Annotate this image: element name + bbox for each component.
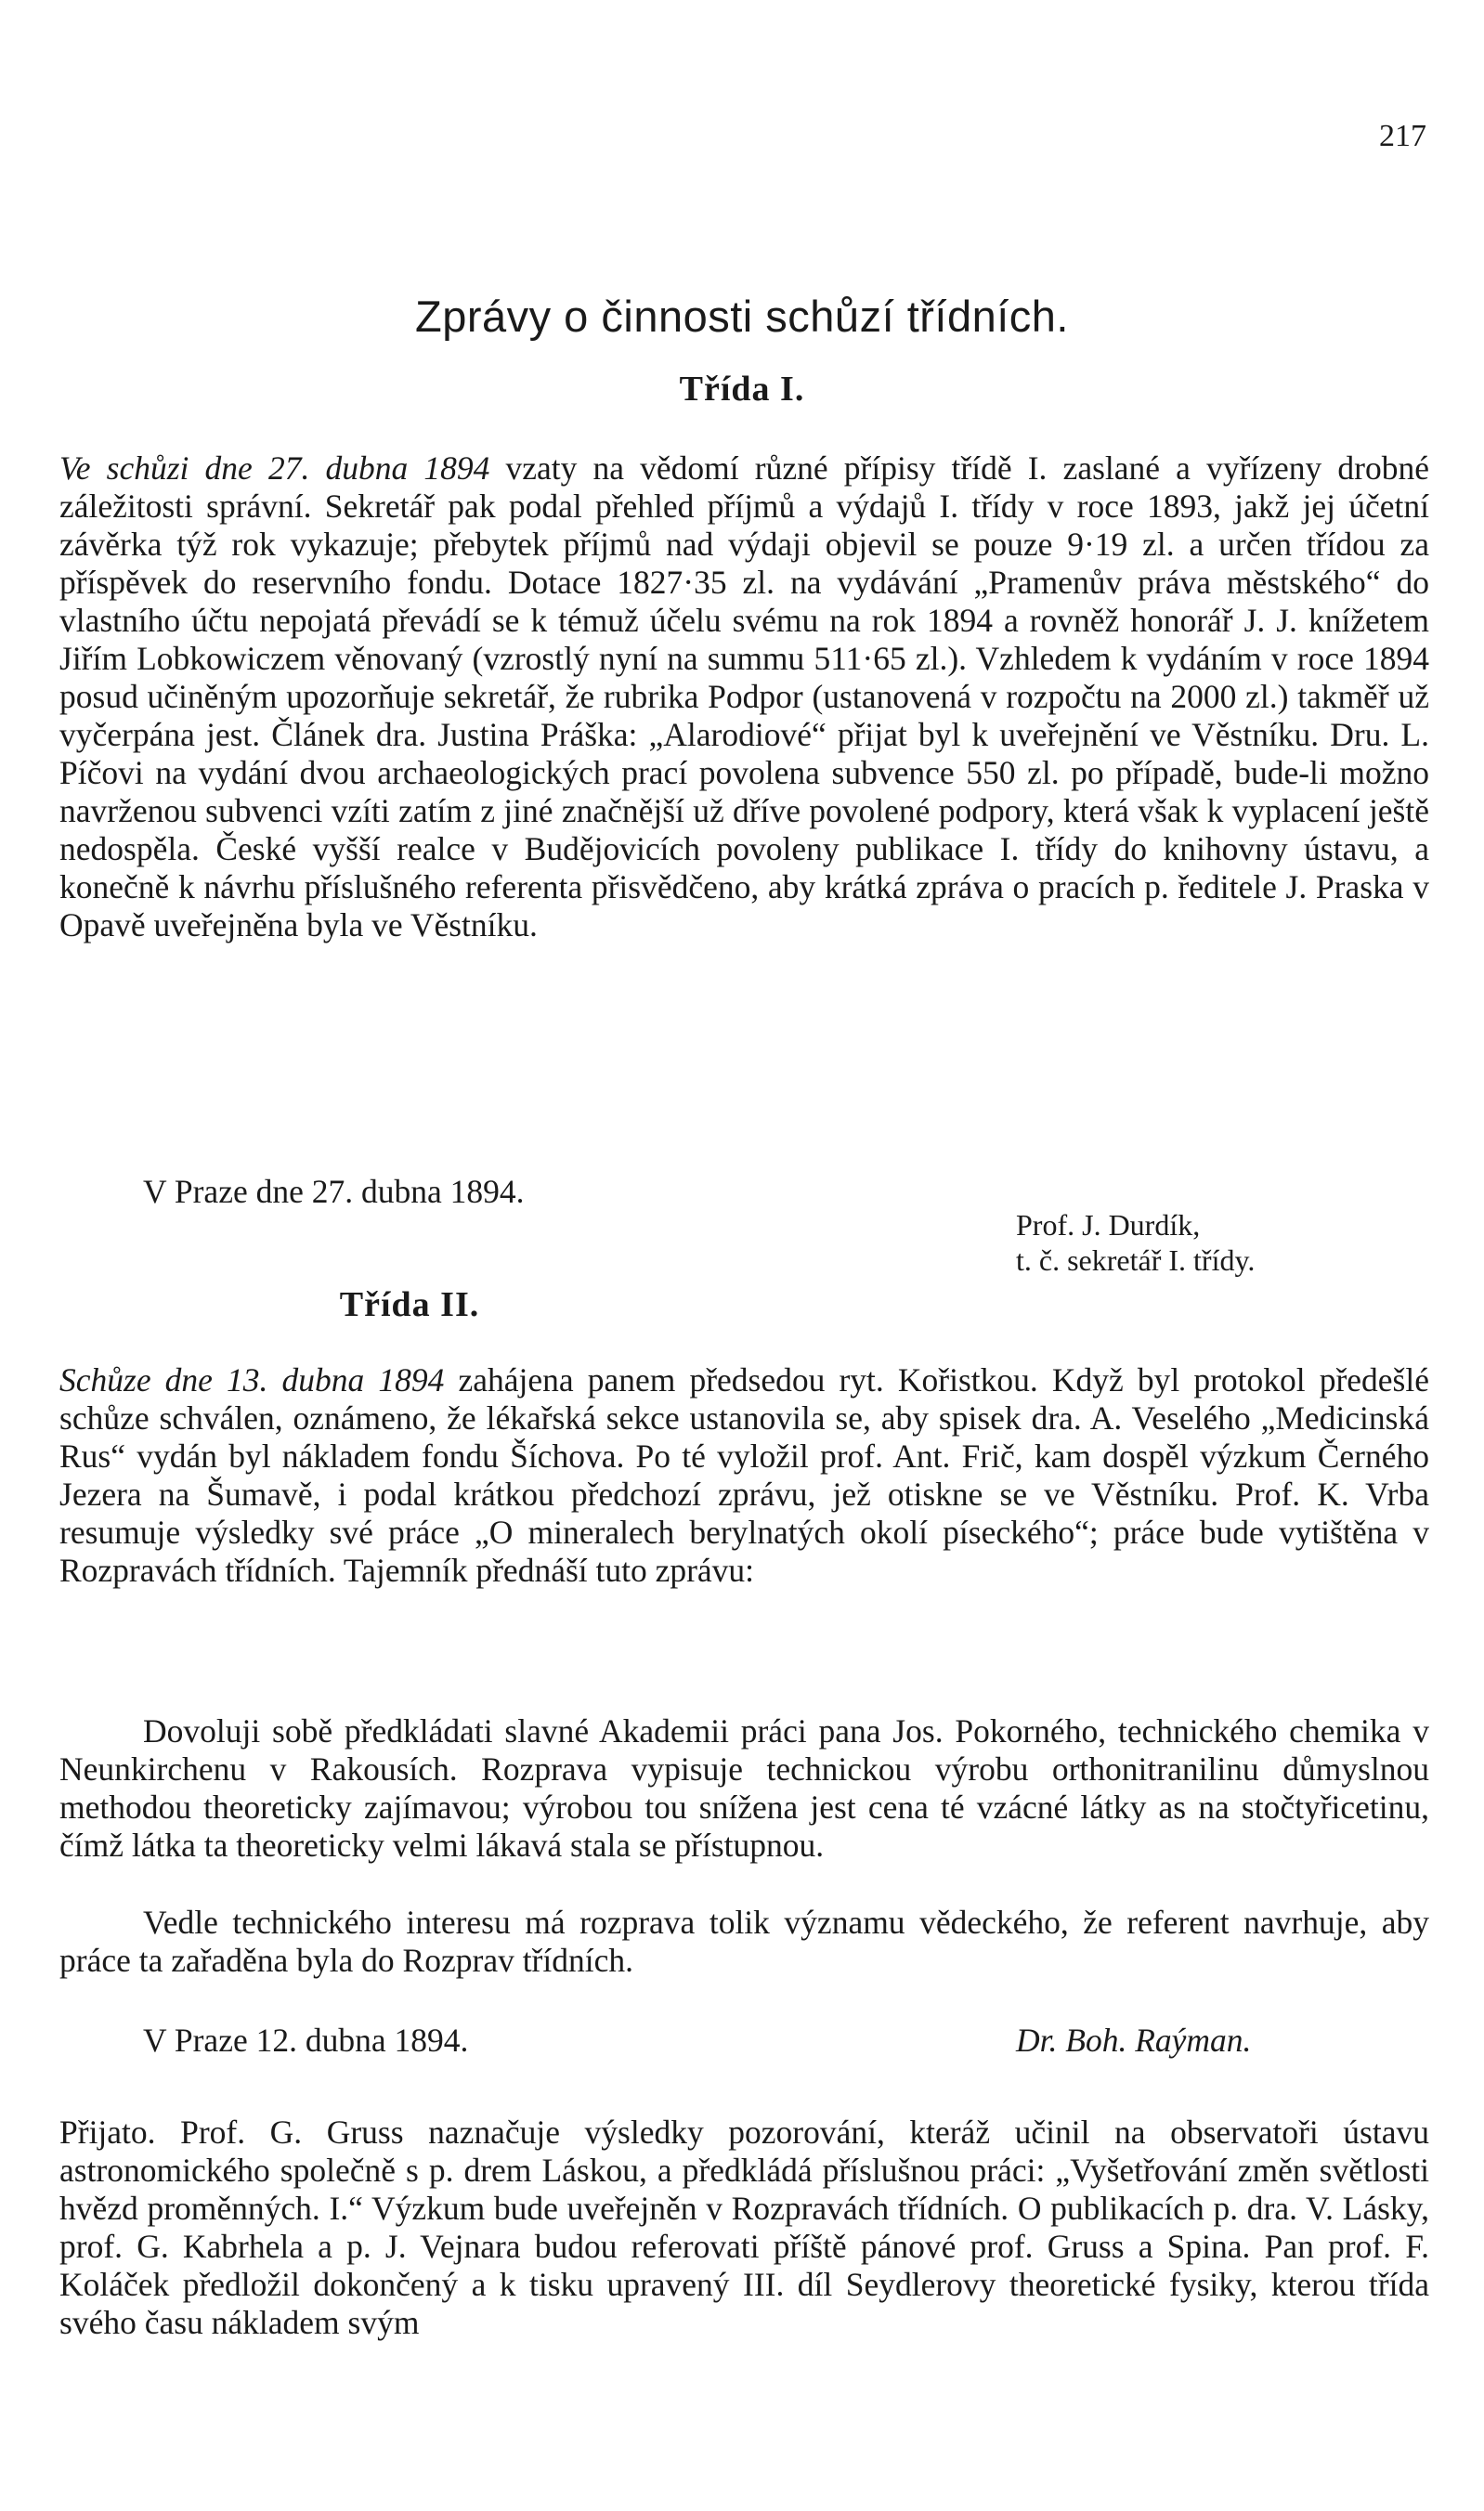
- class-2-report-paragraph-2: Dovoluji sobě předkládati slavné Akademii práci pana Jos. Pokorného, technického chemika v Neunkirchenu v Rakousích. Rozprava vypisuje technickou výrobu orthonitranilinu důmyslnou methodou theoreticky zajímavou; výrobou tou snížena jest cena té vzácné látky as na stočtyřicetinu, čímž látka ta theoreticky velmi lákavá stala se přístupnou.: [59, 1712, 1429, 1864]
- class-2-report-paragraph-1: [59, 1361, 1429, 1590]
- class-1-signature-role: t. č. sekretář I. třídy.: [1016, 1243, 1256, 1277]
- section-heading-class-1: Třída I.: [679, 370, 805, 409]
- class-1-signature: [1016, 1207, 1255, 1278]
- class-2-signature: Dr. Boh. Raýman.: [1016, 2022, 1252, 2059]
- class-2-report-paragraph-4: Přijato. Prof. G. Gruss naznačuje výsledky pozorování, kteráž učinil na observatoři ústavu astronomického společně s p. drem Láskou, a předkládá příslušnou práci: „Vyšetřování změn světlosti hvězd proměnných. I.“ Výzkum bude uveřejněn v Rozpravách třídních. O publikacích p. dra. V. Lásky, prof. G. Kabrhela a p. J. Vejnara budou referovati příště pánové prof. Gruss a Spina. Pan prof. F. Koláček předložil dokončený a k tisku upravený III. díl Seydlerovy theoretické fysiky, kterou třída svého času nákladem svým: [59, 2114, 1429, 2341]
- class-2-report-text-1: zahájena panem předsedou ryt. Kořistkou. Když byl protokol předešlé schůze schválen, oznámeno, že lékařská sekce ustanovila se, aby spisek dra. A. Veselého „Medicinská Rus“ vydán byl nákladem fondu Šíchova. Po té vyložil prof. Ant. Frič, kam dospěl výzkum Černého Jezera na Šumavě, i podal krátkou předchozí zprávu, jež otiskne se ve Věstníku. Prof. K. Vrba resumuje výsledky své práce „O mineralech berylnatých okolí píseckého“; práce bude vytištěna v Rozpravách třídních. Tajemník přednáší tuto zprávu:: [59, 1361, 1429, 1589]
- class-1-report-paragraph: [59, 449, 1429, 944]
- class-2-report-paragraph-3: Vedle technického interesu má rozprava tolik významu vědeckého, že referent navrhuje, aby práce ta zařaděna byla do Rozprav třídních.: [59, 1904, 1429, 1979]
- class-1-meeting-date: Ve schůzi dne 27. dubna 1894: [59, 449, 490, 487]
- class-1-report-text: vzaty na vědomí různé přípisy třídě I. zaslané a vyřízeny drobné záležitosti správní. Sekretář pak podal přehled příjmů a výdajů I. třídy v roce 1893, jakž jej účetní závěrka týž rok vykazuje; přebytek příjmů nad výdaji objevil se pouze 9·19 zl. a určen třídou za příspěvek do reservního fondu. Dotace 1827·35 zl. na vydávání „Pramenův práva městského“ do vlastního účtu nepojatá převádí se k témuž účelu svému na rok 1894 a rovněž honorář J. J. knížetem Jiřím Lobkowiczem věnovaný (vzrostlý nyní na summu 511·65 zl.). Vzhledem k vydáním v roce 1894 posud učiněným upozorňuje sekretář, že rubrika Podpor (ustanovená v rozpočtu na 2000 zl.) takměř už vyčerpána jest. Článek dra. Justina Práška: „Alarodiové“ přijat byl k uveřejnění ve Věstníku. Dru. L. Píčovi na vydání dvou archaeologických prací povolena subvence 550 zl. po případě, bude-li možno navrženou subvenci vzíti zatím z jiné značnější už dříve povolené podpory, která však k vyplacení ještě nedospěla. České vyšší realce v Budějovicích povoleny publikace I. třídy do knihovny ústavu, a konečně k návrhu příslušného referenta přisvědčeno, aby krátká zpráva o pracích p. ředitele J. Praska v Opavě uveřejněna byla ve Věstníku.: [59, 449, 1429, 943]
- section-heading-class-2: Třída II.: [339, 1285, 480, 1324]
- class-1-signature-name: Prof. J. Durdík,: [1016, 1208, 1201, 1242]
- page-title: Zprávy o činnosti schůzí třídních.: [414, 292, 1069, 342]
- page-number: 217: [1379, 119, 1426, 153]
- class-2-place-date: V Praze 12. dubna 1894.: [143, 2022, 469, 2059]
- class-1-place-date: V Praze dne 27. dubna 1894.: [143, 1173, 525, 1210]
- class-2-meeting-date: Schůze dne 13. dubna 1894: [59, 1361, 445, 1399]
